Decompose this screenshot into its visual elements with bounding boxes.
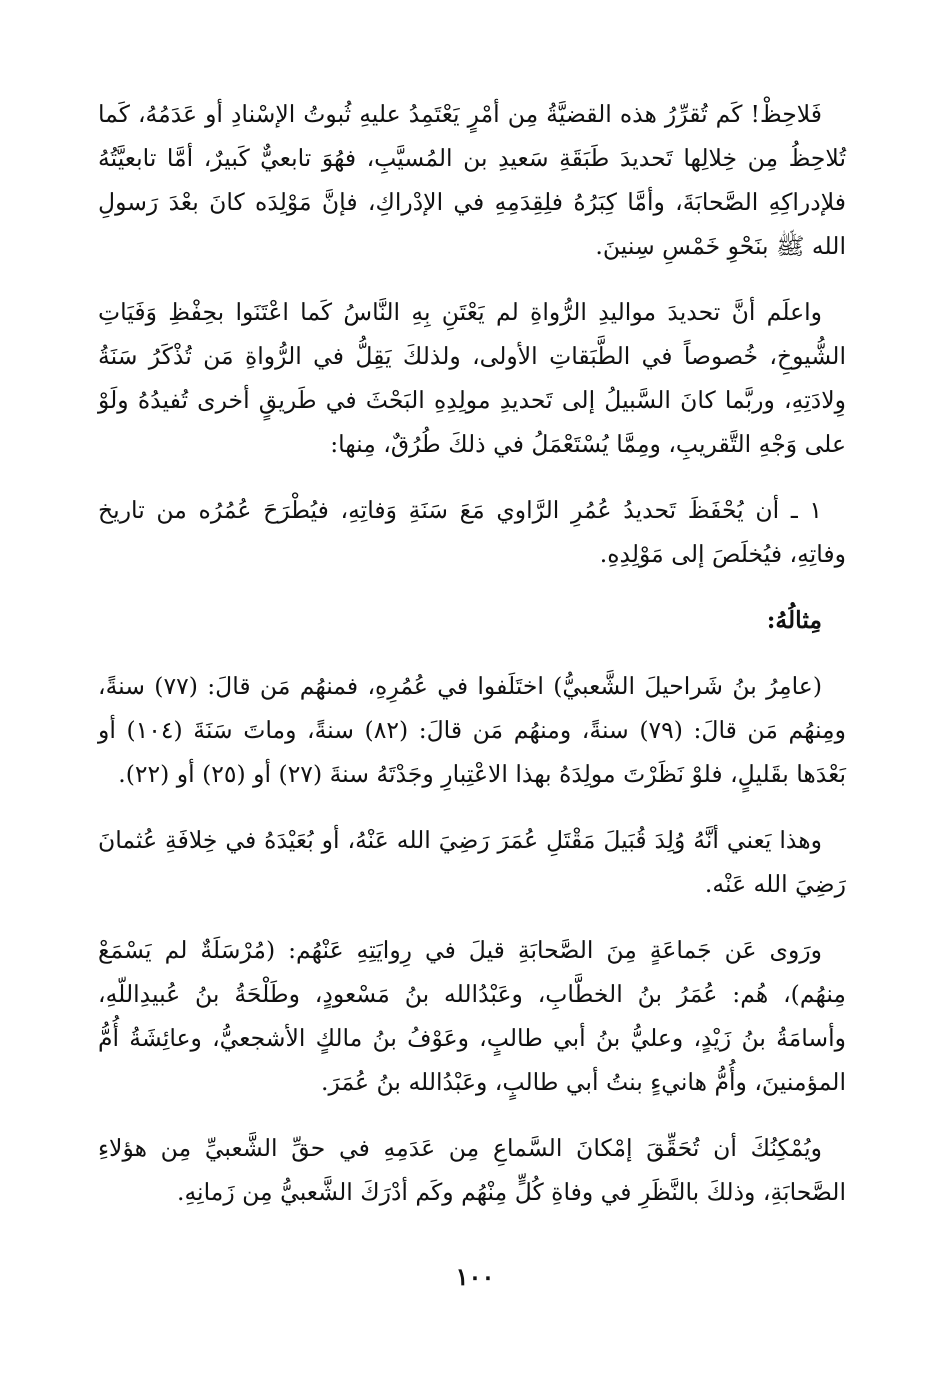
paragraph-example-meaning: وهذا يَعني أنَّهُ وُلِدَ قُبَيلَ مَقْتَلِ عُمَرَ رَضِيَ الله عَنْهُ، أو بُعَيْدَهُ في خِلافَةِ عُثمانَ رَضِيَ الله عَنْه. bbox=[98, 826, 846, 898]
paragraph-birthdates: واعلَم أنَّ تحديدَ مواليدِ الرُّواةِ لم يَعْتَنِ بِهِ النَّاسُ كَما اعْتَنَوا بحِفْظِ وَفَيَاتِ الشُّيوخِ، خُصوصاً في الطَّبَقاتِ الأولى، ولذلكَ يَقِلُّ في الرُّواةِ مَن تُذْكَرُ سَنَةُ وِلادَتِهِ، وربَّما كانَ السَّبيلُ إلى تَحديدِ مولِدِهِ البَحْثَ في طَريقٍ أخرى تُفيدُهُ ولَوْ على وَجْهِ التَّقريبِ، ومِمَّا يُسْتَعْمَلُ في ذلكَ طُرُقٌ، مِنها: bbox=[98, 298, 846, 458]
paragraph-example-narrations: ورَوى عَن جَماعَةٍ مِنَ الصَّحابَةِ قيلَ في رِوايَتِهِ عَنْهُم: (مُرْسَلَةٌ لم يَسْمَعْ مِنهُم)، هُم: عُمَرُ بنُ الخطَّابِ، وعَبْدُالله بنُ مَسْعودٍ، وطَلْحَةُ بنُ عُبيدِاللّهِ، وأسامَةُ بنُ زَيْدٍ، وعليُّ بنُ أبي طالبٍ، وعَوْفُ بنُ مالكٍ الأشجعيُّ، وعائِشَةُ أُمُّ المؤمنينَ، وأُمُّ هانيءٍ بنتُ أبي طالبٍ، وعَبْدُالله بنُ عُمَرَ. bbox=[98, 936, 846, 1096]
paragraph-intro: فَلاحِظْ! كَم تُقرِّرُ هذه القضيَّةُ مِن أمْرٍ يَعْتَمِدُ عليهِ ثُبوتُ الإسْنادِ أو عَدَمُهُ، كَما تُلاحِظُ مِن خِلالِها تَحديدَ طَبَقَةِ سَعيدِ بن المُسيَّبِ، فهُوَ تابعيٌّ كَبيرٌ، أمَّا تابعيَّتُهُ فلإدراكِهِ الصَّحابَةَ، وأمَّا كِبَرُهُ فلِقِدَمِهِ في الإدْراكِ، فإنَّ مَوْلِدَه كانَ بعْدَ رَسولِ الله ﷺ بنَحْوِ خَمْسِ سِنينَ. bbox=[98, 100, 846, 260]
paragraph-example-shabi: (عامِرُ بنُ شَراحيلَ الشَّعبيُّ) اختَلَفوا في عُمُرِهِ، فمنهُم مَن قالَ: (٧٧) سنةً، ومِنهُم مَن قالَ: (٧٩) سنةً، ومنهُم مَن قالَ: (٨٢) سنةً، وماتَ سَنَةَ (١٠٤) أو بَعْدَها بقَليلٍ، فلوْ نَظَرْتَ مولِدَهُ بهذا الاعْتِبارِ وجَدْتَهُ سنةَ (٢٧) أو (٢٥) أو (٢٢). bbox=[98, 672, 846, 788]
paragraph-method-one: ١ ـ أن يُحْفَظَ تَحديدُ عُمُرِ الرَّاوي مَعَ سَنَةِ وَفاتِهِ، فيُطْرَحَ عُمُرُه من تاريخ وفاتِهِ، فيُخلَصَ إلى مَوْلِدِهِ. bbox=[98, 496, 846, 568]
page-body bbox=[98, 92, 846, 1236]
example-heading: مِثالُهُ: bbox=[766, 606, 822, 634]
paragraph-example-verification: ويُمْكِنُكَ أن تُحَقِّقَ إمْكانَ السَّماعِ مِن عَدَمِهِ في حقِّ الشَّعبيِّ مِن هؤلاءِ الصَّحابَةِ، وذلكَ بالنَّظَرِ في وفاةِ كُلٍّ مِنْهُم وكَم أدْرَكَ الشَّعبيُّ مِن زَمانِهِ. bbox=[98, 1134, 846, 1206]
page-number: ١٠٠ bbox=[455, 1262, 495, 1291]
